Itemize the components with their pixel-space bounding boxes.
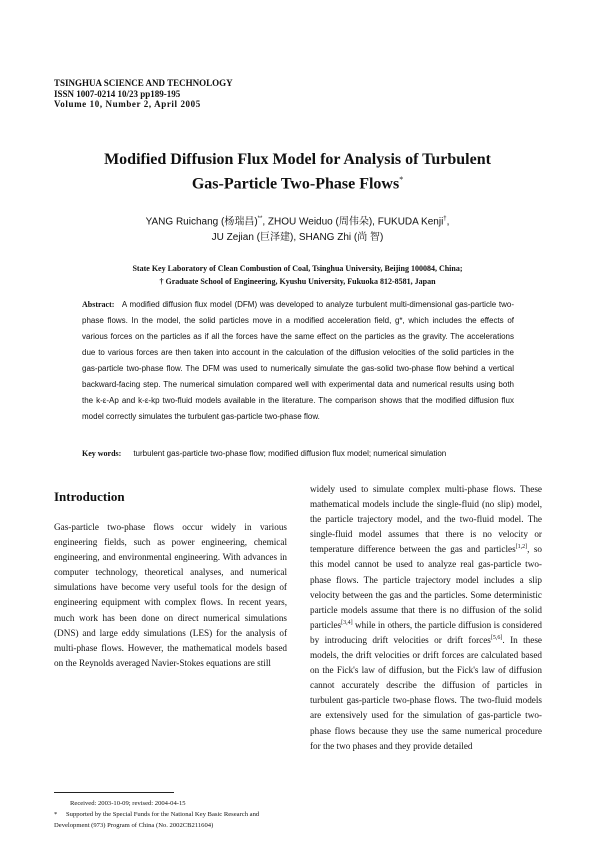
author-list [60, 211, 535, 246]
abstract-label: Abstract: [82, 300, 115, 309]
authors-line-2: JU Zejian (巨泽建), SHANG Zhi (尚 智) [211, 232, 384, 244]
issn-line: ISSN 1007-0214 10/23 pp189-195 [54, 88, 181, 99]
citation: [3,4] [341, 619, 353, 626]
affiliation-1: State Key Laboratory of Clean Combustion of Coal, Tsinghua University, Beijing 100084, China; [132, 264, 463, 273]
authors-line-1: YANG Ruichang (杨瑞昌)**, ZHOU Weiduo (周伟朵), FUKUDA Kenji†, [145, 216, 450, 228]
affiliation-2: † Graduate School of Engineering, Kyushu University, Fukuoka 812-8581, Japan [159, 276, 436, 286]
keywords-label: Key words: [82, 449, 122, 458]
journal-name: TSINGHUA SCIENCE AND TECHNOLOGY [54, 78, 233, 88]
introduction-heading: Introduction [54, 489, 125, 504]
intro-paragraph-continued: widely used to simulate complex multi-phase flows. These mathematical models include the single-fluid (no slip) model, the particle trajectory model, and the two-fluid model. The single-fluid model assumes that there is no velocity or temperature difference between the gas and particles[1,2], so this model cannot be used to analyze real gas-particle two-phase flows. The particle trajectory model includes a slip velocity between the gas and the particles. Some deterministic particle models assume that there is no diffusion of the solid particles[3,4] while in others, the particle diffusion is considered by introducing drift velocities or drift forces[5,6]. In these models, the drift velocities or drift forces are calculated based on the Fick's law of diffusion, but the Fick's law of diffusion cannot accurately describe the diffusion of particles in turbulent gas-particle two-phase flows. The two-fluid models are extensively used for the simulation of gas-particle two-phase flows because they use the same numerical procedure for the two phases and they provide detailed [310, 484, 542, 751]
corresponding-mark: ** [257, 216, 263, 222]
volume-line: Volume 10, Number 2, April 2005 [54, 99, 201, 109]
funding-mark: * [54, 811, 58, 818]
title-line-1: Modified Diffusion Flux Model for Analysis of Turbulent [104, 151, 491, 168]
affiliations [60, 263, 535, 288]
received-dates: Received: 2003-10-09; revised: 2004-04-15 [70, 800, 186, 807]
right-column [310, 482, 542, 754]
title-footnote-mark: * [399, 175, 404, 184]
keywords [82, 448, 514, 460]
dagger-mark: † [443, 216, 447, 222]
paper-title [60, 150, 535, 194]
funding-footnote [54, 809, 287, 831]
journal-header [54, 78, 233, 110]
citation: [1,2] [515, 544, 528, 551]
abstract-text: A modified diffusion flux model (DFM) was developed to analyze turbulent multi-dimensional gas-particle two-phase flows. In the model, the solid particles move in a modified acceleration field, g*, which includes the effects of various forces on the particles as if all the forces have the same effect on the particles as the gravity. The accelerations due to various forces are then taken into account in the calculation of the diffusion velocities of the solid particles in the gas-particle two-phase flow. The DFM was used to numerically simulate the gas-solid two-phase flow behind a vertical backward-facing step. The numerical simulation compared well with experimental data and numerical results using both the k-ε-Ap and k-ε-kp two-fluid models available in the literature. The comparison shows that the modified diffusion flux model correctly simulates the turbulent gas-particle two-phase flow. [82, 300, 514, 421]
intro-paragraph-1: Gas-particle two-phase flows occur widely in various engineering fields, such as power engineering, chemical engineering, and environmental engineering. With advances in computer technology, theoretical analyses, and numerical simulations have become very useful tools for the design of engineering equipment with complex flows. In recent years, much work has been done on direct numerical simulations (DNS) and large eddy simulations (LES) for the analysis of multi-phase flows. However, the mathematical models based on the Reynolds averaged Navier-Stokes equations are still [54, 522, 287, 668]
funding-text: Supported by the Special Funds for the National Key Basic Research and Development (973) Program of China (No. 2002CB211604) [54, 811, 260, 829]
abstract [82, 297, 514, 425]
footnote-rule [54, 792, 174, 793]
title-line-2: Gas-Particle Two-Phase Flows* [191, 175, 404, 193]
citation: [5,6] [490, 634, 503, 641]
keywords-text: turbulent gas-particle two-phase flow; modified diffusion flux model; numerical simulation [133, 449, 447, 458]
left-column [54, 482, 287, 671]
